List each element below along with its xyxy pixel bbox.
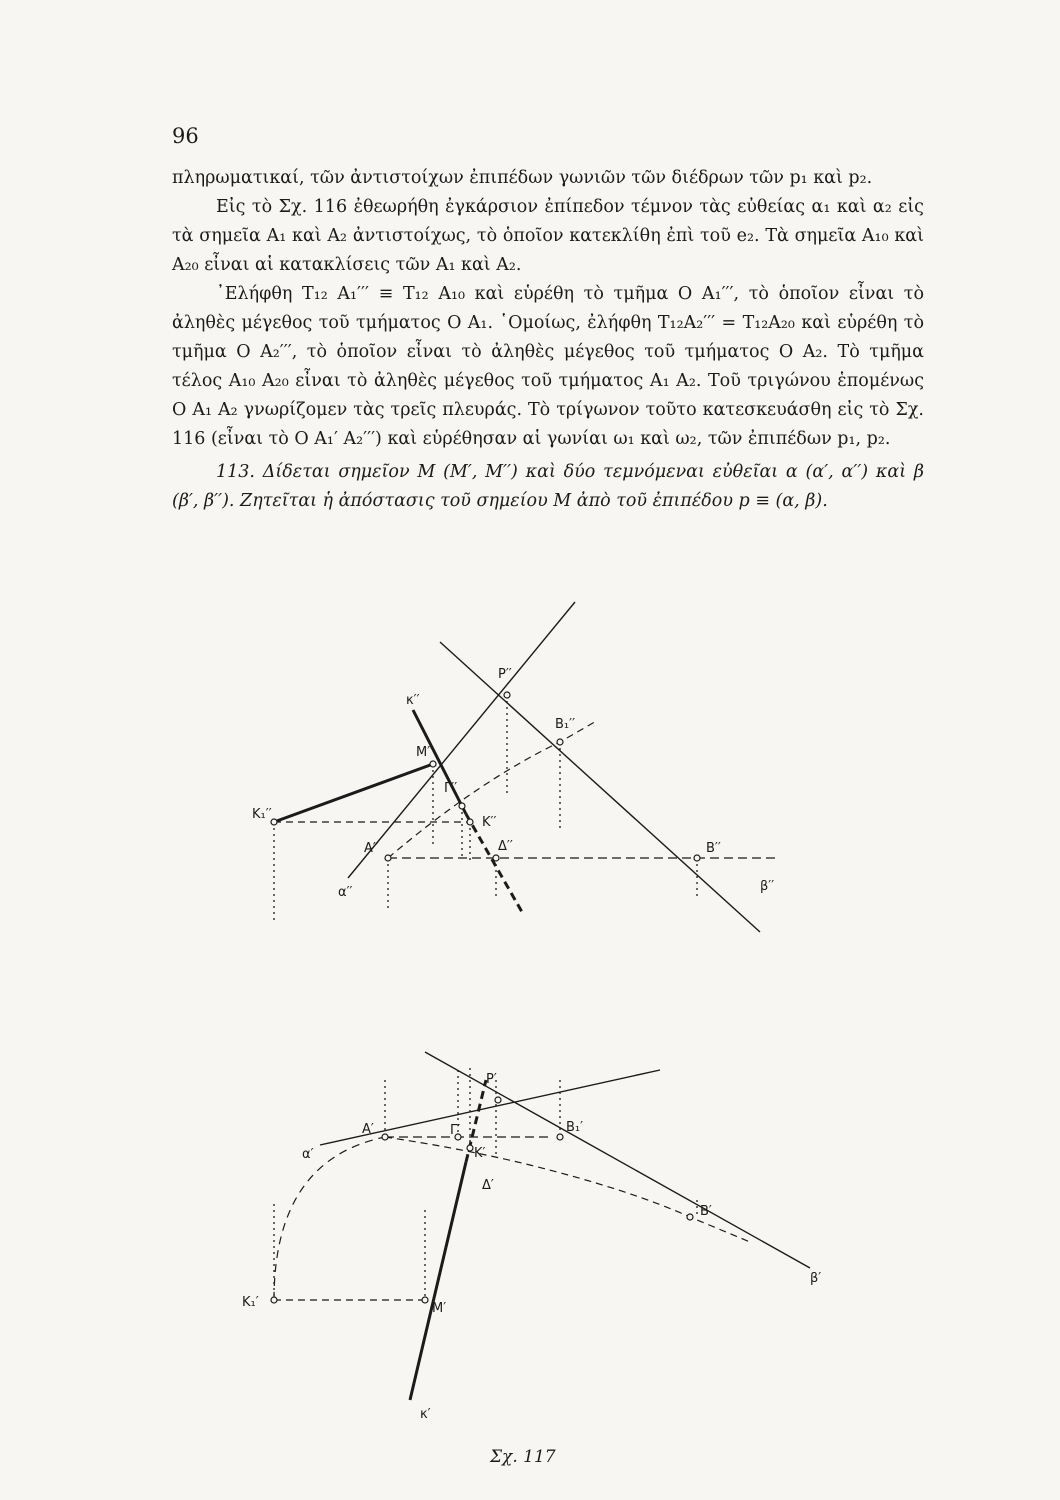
label-P-lower: P′ xyxy=(486,1072,497,1087)
label-beta-lower: β′ xyxy=(810,1271,822,1286)
label-kappa-lower: κ′ xyxy=(420,1407,431,1422)
geometry-figure xyxy=(230,600,830,1440)
label-M-upper: M′′ xyxy=(416,745,434,760)
label-B-lower: B′ xyxy=(700,1204,712,1219)
label-K1-upper: K₁′′ xyxy=(252,807,272,822)
upper-kappa-line xyxy=(413,710,466,814)
upper-dashed-curve xyxy=(388,720,598,858)
lower-kappa-line xyxy=(410,1162,466,1400)
lower-dashed-curve xyxy=(385,1137,750,1242)
label-Gamma-lower: Γ′ xyxy=(450,1123,461,1138)
label-Delta-upper: Δ′′ xyxy=(498,839,513,854)
upper-beta-line xyxy=(440,642,760,932)
problem-statement: 113. Δίδεται σημεῖον M (M′, M′′) καὶ δύο τεμνόμεναι εὐθεῖαι α (α′, α′′) καὶ β (β′, β′′). Ζητεῖται ἡ ἀπόστασις τοῦ σημείου M ἀπὸ τοῦ ἐπιπέδου p ≡ (α, β). xyxy=(172,462,924,511)
paragraph-1: πληρωματικαί, τῶν ἀντιστοίχων ἐπιπέδων γωνιῶν τῶν διέδρων τῶν p₁ καὶ p₂. xyxy=(172,168,873,188)
paragraph-2: Εἰς τὸ Σχ. 116 ἐθεωρήθη ἐγκάρσιον ἐπίπεδον τέμνον τὰς εὐθείας α₁ καὶ α₂ εἰς τὰ σημεῖα A₁ καὶ A₂ ἀντιστοίχως, τὸ ὁποῖον κατεκλίθη ἐπὶ τοῦ e₂. Τὰ σημεῖα A₁₀ καὶ A₂₀ εἶναι αἱ κατακλίσεις τῶν A₁ καὶ A₂. xyxy=(172,197,924,275)
body-text xyxy=(172,164,924,516)
label-K-upper: K′′ xyxy=(482,815,497,830)
label-K-lower: K′ xyxy=(474,1146,486,1161)
label-kappa-upper: κ′′ xyxy=(406,693,420,708)
label-B1-upper: B₁′′ xyxy=(555,717,576,732)
label-P-upper: P′′ xyxy=(498,667,512,682)
label-K1-lower: K₁′ xyxy=(242,1295,259,1310)
label-B-upper: B′′ xyxy=(706,841,721,856)
label-Gamma-upper: Γ′′ xyxy=(444,781,458,796)
upper-k1-m-segment xyxy=(274,764,433,822)
paragraph-3: ᾿Ελήφθη T₁₂ A₁′′′ ≡ T₁₂ A₁₀ καὶ εὑρέθη τὸ τμῆμα O A₁′′′, τὸ ὁποῖον εἶναι τὸ ἀληθὲς μέγεθος τοῦ τμήματος O A₁. ῾Ομοίως, ἐλήφθη T₁₂A₂′′′ = T₁₂A₂₀ καὶ εὑρέθη τὸ τμῆμα O A₂′′′, τὸ ὁποῖον εἶναι τὸ ἀληθὲς μέγεθος τοῦ τμήματος O A₂. Τὸ τμῆμα τέλος A₁₀ A₂₀ εἶναι τὸ ἀληθὲς μέγεθος τοῦ τμήματος A₁ A₂. Τοῦ τριγώνου ἑπομένως O A₁ A₂ γνωρίζομεν τὰς τρεῖς πλευράς. Τὸ τρίγωνον τοῦτο κατεσκευάσθη εἰς τὸ Σχ. 116 (εἶναι τὸ O A₁′ A₂′′′) καὶ εὑρέθησαν αἱ γωνίαι ω₁ καὶ ω₂, τῶν ἐπιπέδων p₁, p₂. xyxy=(172,284,924,449)
label-alpha-upper: α′′ xyxy=(338,885,353,900)
figure-caption: Σχ. 117 xyxy=(490,1447,556,1467)
label-Delta-lower: Δ′ xyxy=(482,1178,494,1193)
label-beta-upper: β′′ xyxy=(760,879,775,894)
label-A-upper: A′′ xyxy=(364,841,379,856)
label-M-lower: M′ xyxy=(432,1301,447,1316)
label-B1-lower: B₁′ xyxy=(566,1120,584,1135)
label-A-lower: A′ xyxy=(362,1122,374,1137)
page-number: 96 xyxy=(172,124,199,148)
lower-dashed-arc xyxy=(274,1137,385,1300)
label-alpha-lower: α′ xyxy=(302,1147,314,1162)
